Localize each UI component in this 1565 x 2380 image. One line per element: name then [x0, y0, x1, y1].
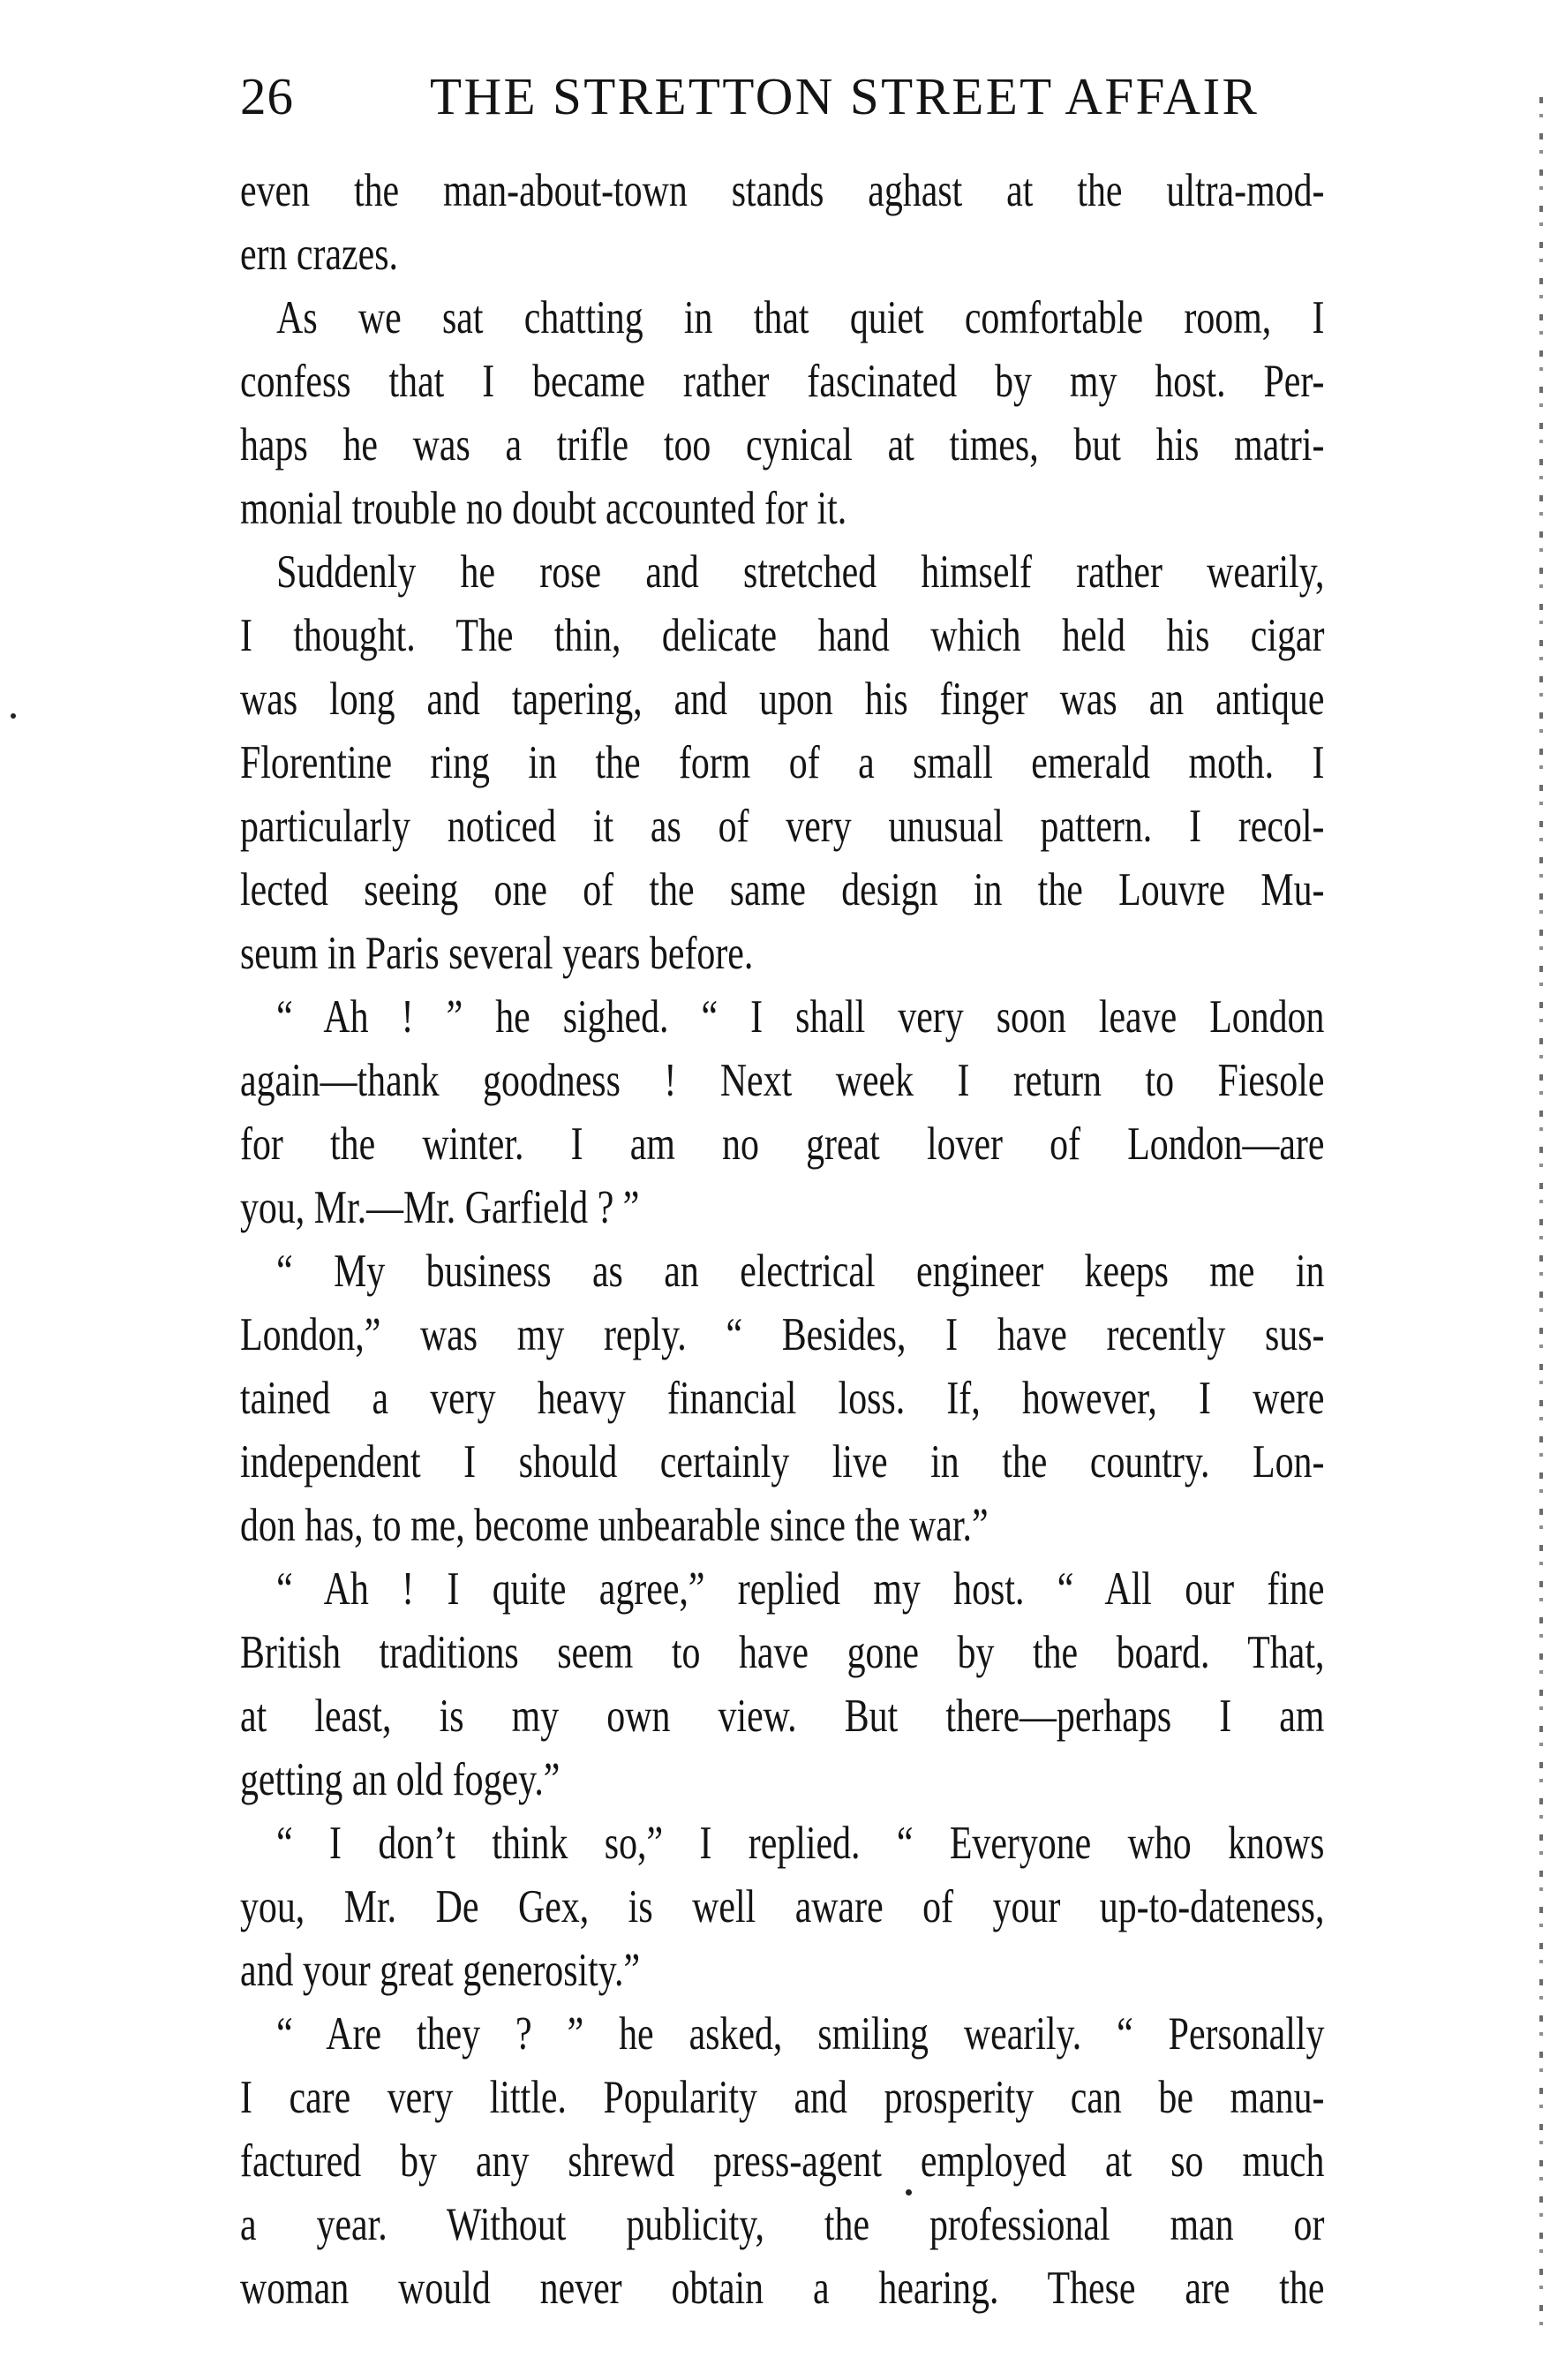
text-line: a year. Without publicity, the professional man or [240, 2199, 1325, 2250]
scan-speck [906, 2189, 912, 2195]
text-line: even the man-about-town stands aghast at the ultra-mod- [240, 165, 1325, 216]
text-line: monial trouble no doubt accounted for it. [240, 483, 847, 534]
text-line: and your great generosity.” [240, 1945, 641, 1996]
text-line: I thought. The thin, delicate hand which held his cigar [240, 610, 1325, 661]
text-line: ern crazes. [240, 229, 398, 280]
text-line: you, Mr.—Mr. Garfield ? ” [240, 1182, 640, 1233]
text-line: woman would never obtain a hearing. These are the [240, 2263, 1325, 2314]
text-line: As we sat chatting in that quiet comfortable room, I [276, 292, 1325, 343]
text-line: you, Mr. De Gex, is well aware of your up-to-dateness, [240, 1881, 1325, 1932]
text-line: again—thank goodness ! Next week I return to Fiesole [240, 1055, 1325, 1106]
text-line: “ Ah ! ” he sighed. “ I shall very soon leave London [276, 991, 1325, 1043]
text-line: Suddenly he rose and stretched himself rather wearily, [276, 546, 1325, 598]
text-line: for the winter. I am no great lover of London—are [240, 1118, 1325, 1170]
page-header [240, 60, 1441, 132]
text-line: seum in Paris several years before. [240, 928, 754, 979]
text-line: getting an old fogey.” [240, 1754, 561, 1805]
page-number: 26 [240, 67, 294, 125]
text-line: factured by any shrewd press-agent employed at so much [240, 2135, 1325, 2187]
page-edge-shadow [1539, 97, 1543, 2331]
text-line: “ My business as an electrical engineer keeps me in [276, 1246, 1325, 1297]
text-line: was long and tapering, and upon his finger was an antique [240, 674, 1325, 725]
text-line: at least, is my own view. But there—perhaps I am [240, 1691, 1325, 1742]
text-line: London,” was my reply. “ Besides, I have recently sus- [240, 1309, 1325, 1360]
text-line: tained a very heavy financial loss. If, however, I were [240, 1373, 1325, 1424]
text-line: haps he was a trifle too cynical at times, but his matri- [240, 419, 1325, 471]
text-line: “ I don’t think so,” I replied. “ Everyone who knows [276, 1818, 1325, 1869]
text-line: don has, to me, become unbearable since the war.” [240, 1500, 989, 1551]
text-line: “ Are they ? ” he asked, smiling wearily. “ Personally [276, 2008, 1325, 2060]
scan-speck [11, 713, 16, 719]
text-line: lected seeing one of the same design in the Louvre Mu- [240, 864, 1325, 915]
text-line: “ Ah ! I quite agree,” replied my host. “ All our fine [276, 1563, 1325, 1615]
text-line: confess that I became rather fascinated by my host. Per- [240, 356, 1325, 407]
text-line: I care very little. Popularity and prosperity can be manu- [240, 2072, 1325, 2123]
text-line: Florentine ring in the form of a small emerald moth. I [240, 737, 1325, 788]
text-line: British traditions seem to have gone by the board. That, [240, 1627, 1325, 1678]
text-line: independent I should certainly live in the country. Lon- [240, 1436, 1325, 1488]
running-title: THE STRETTON STREET AFFAIR [430, 67, 1260, 125]
text-line: particularly noticed it as of very unusual pattern. I recol- [240, 801, 1325, 852]
